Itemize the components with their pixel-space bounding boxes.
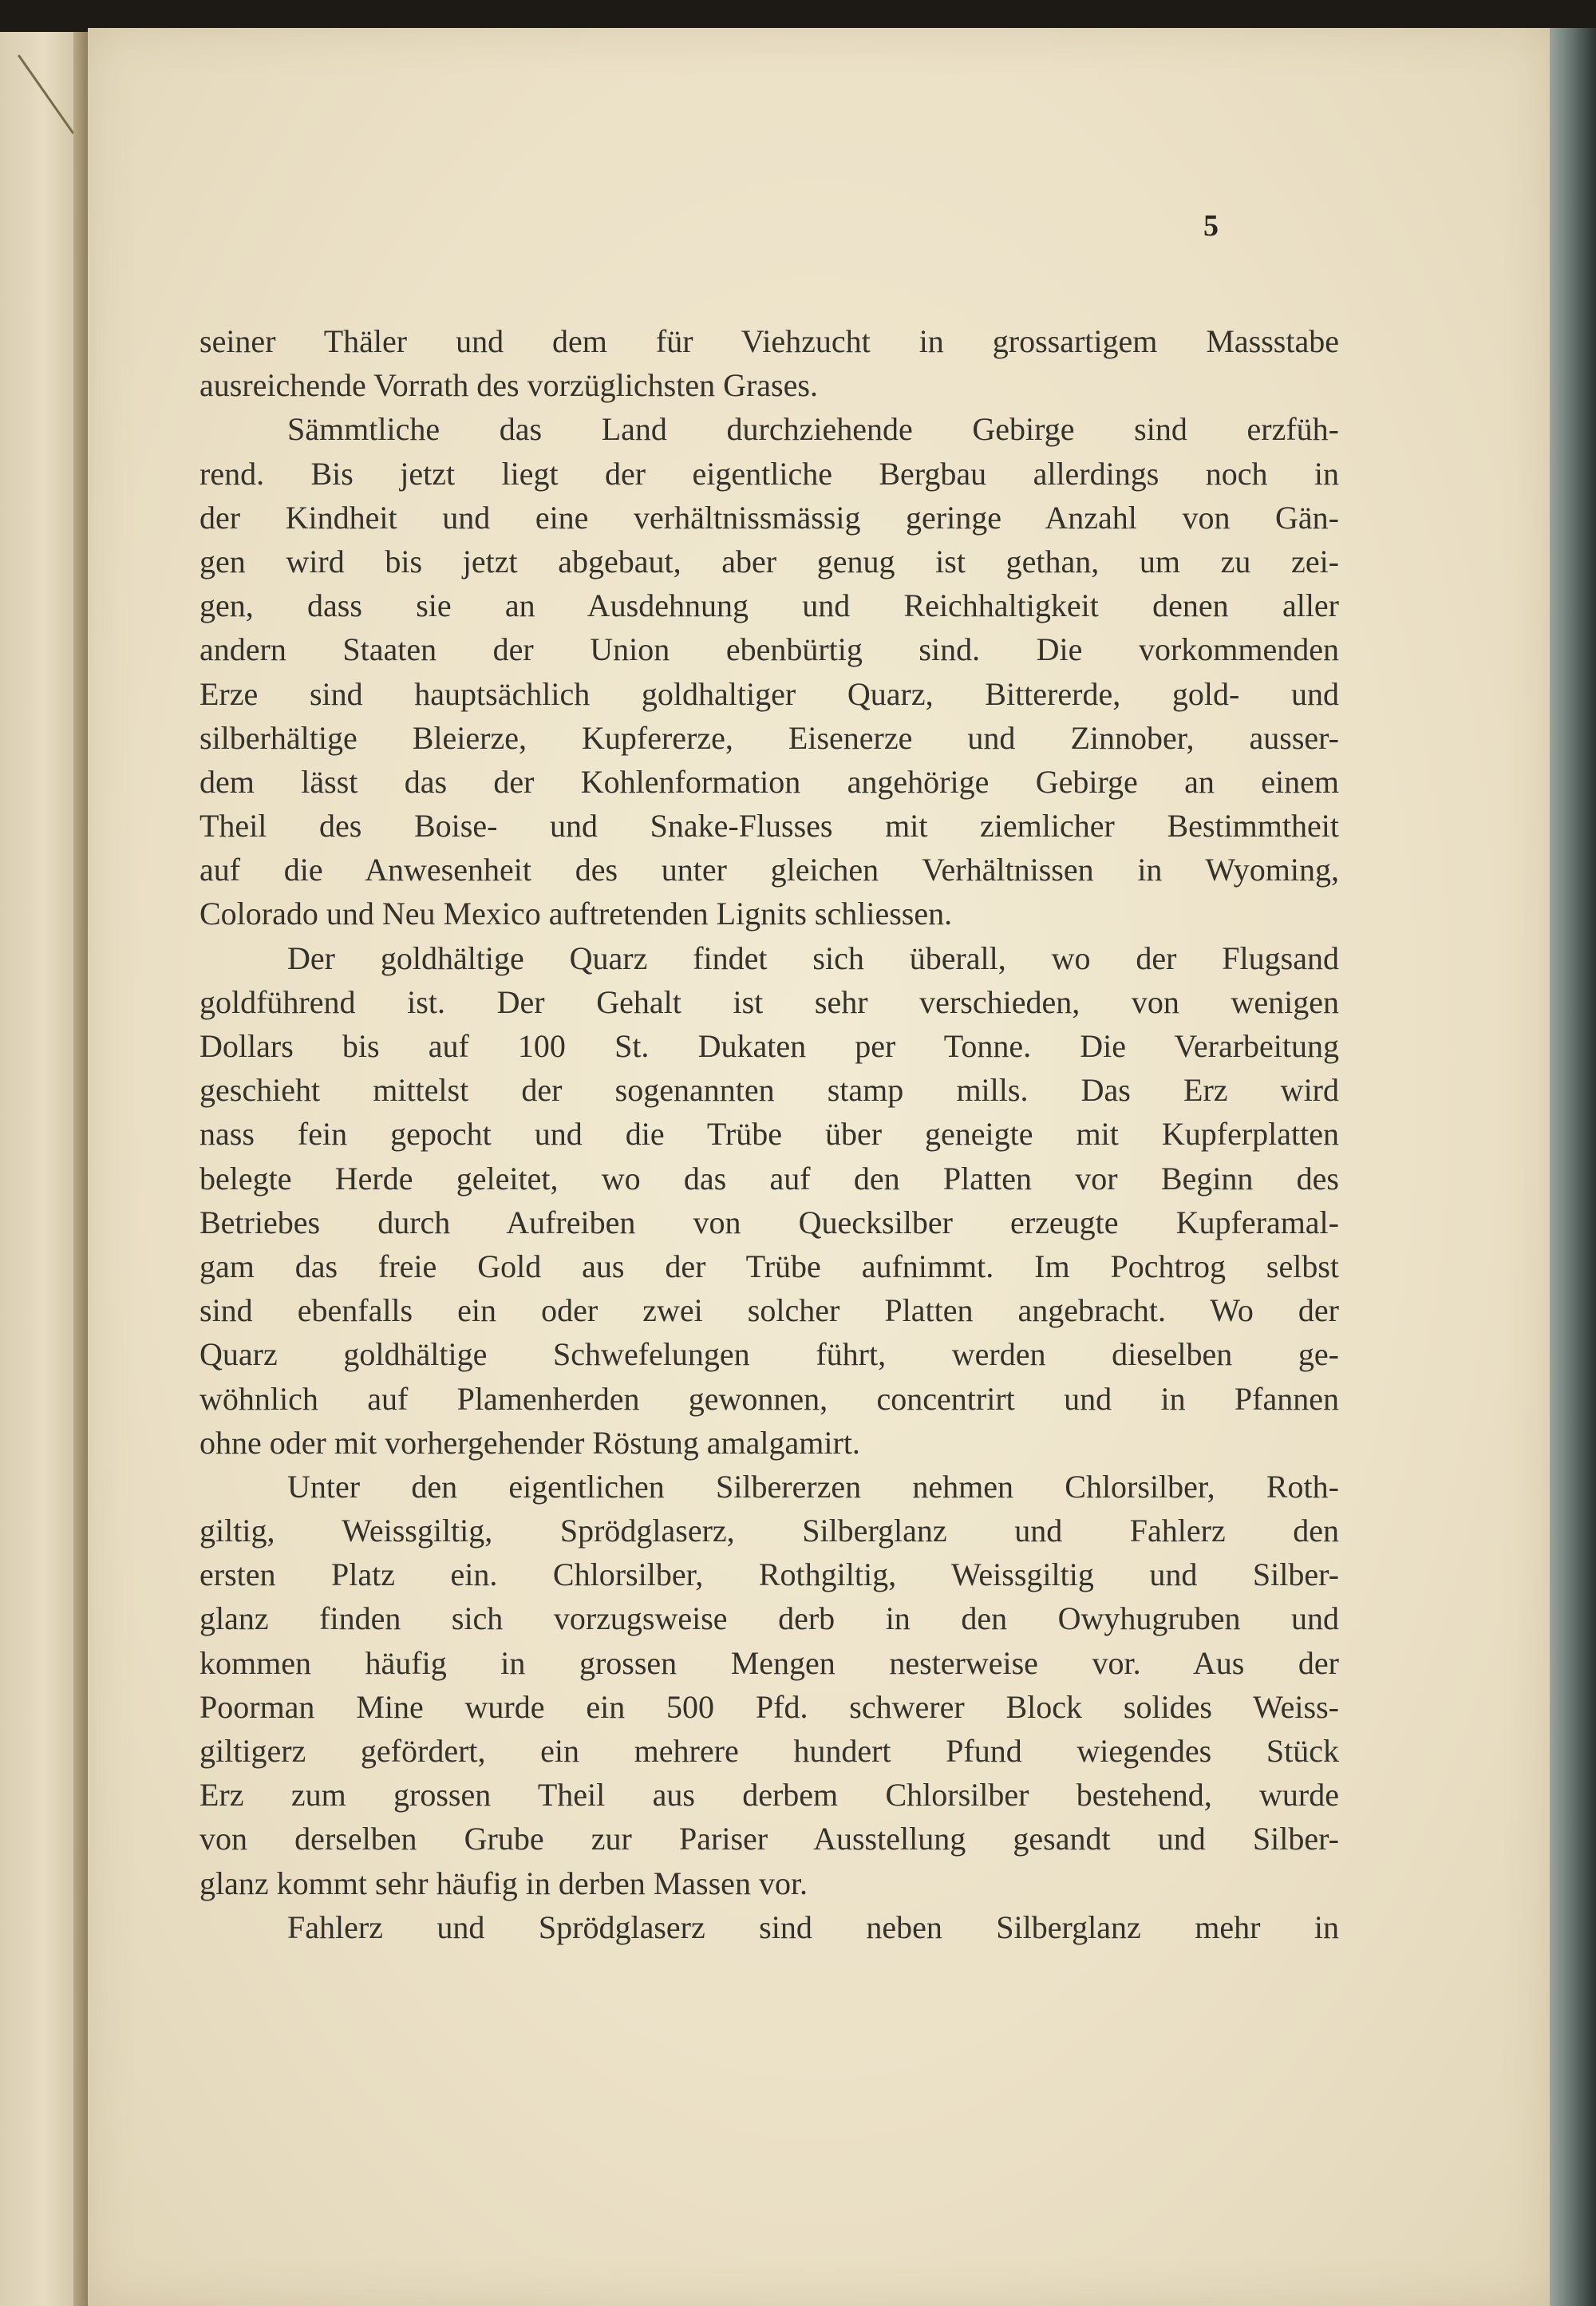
previous-page-edge — [0, 32, 88, 2306]
text-line: auf die Anwesenheit des unter gleichen Verhältnissen in Wyoming, — [200, 852, 1339, 888]
text-line: Poorman Mine wurde ein 500 Pfd. schwerer Block solides Weiss- — [200, 1688, 1339, 1725]
text-line: Sämmtliche das Land durchziehende Gebirge sind erzfüh- — [287, 411, 1339, 448]
text-line: silberhältige Bleierze, Kupfererze, Eisenerze und Zinnober, ausser- — [200, 719, 1339, 756]
text-line: belegte Herde geleitet, wo das auf den Platten vor Beginn des — [200, 1160, 1339, 1197]
body-text — [200, 319, 1339, 1949]
text-line: gen, dass sie an Ausdehnung und Reichhaltigkeit denen aller — [200, 587, 1339, 624]
text-line: ohne oder mit vorhergehender Röstung amalgamirt. — [200, 1424, 860, 1461]
text-line: seiner Thäler und dem für Viehzucht in grossartigem Massstabe — [200, 323, 1339, 359]
text-line: Quarz goldhältige Schwefelungen führt, werden dieselben ge- — [200, 1336, 1339, 1373]
text-line: geschieht mittelst der sogenannten stamp mills. Das Erz wird — [200, 1072, 1339, 1109]
text-line: dem lässt das der Kohlenformation angehörige Gebirge an einem — [200, 763, 1339, 800]
page-corner-mark — [18, 54, 74, 134]
text-line: der Kindheit und eine verhältnissmässig geringe Anzahl von Gän- — [200, 499, 1339, 536]
text-line: giltig, Weissgiltig, Sprödglaserz, Silberglanz und Fahlerz den — [200, 1513, 1339, 1549]
text-line: kommen häufig in grossen Mengen nesterweise vor. Aus der — [200, 1644, 1339, 1681]
text-line: Colorado und Neu Mexico auftretenden Lignits schliessen. — [200, 896, 953, 932]
text-line: von derselben Grube zur Pariser Ausstellung gesandt und Silber- — [200, 1821, 1339, 1857]
text-line: rend. Bis jetzt liegt der eigentliche Bergbau allerdings noch in — [200, 455, 1339, 492]
text-line: Betriebes durch Aufreiben von Quecksilber erzeugte Kupferamal- — [200, 1204, 1339, 1240]
text-line: Unter den eigentlichen Silbererzen nehmen Chlorsilber, Roth- — [287, 1468, 1339, 1505]
text-line: Erz zum grossen Theil aus derbem Chlorsilber bestehend, wurde — [200, 1777, 1339, 1814]
text-line: glanz finden sich vorzugsweise derb in den Owyhugruben und — [200, 1600, 1339, 1637]
text-line: ersten Platz ein. Chlorsilber, Rothgiltig, Weissgiltig und Silber- — [200, 1556, 1339, 1593]
text-line: sind ebenfalls ein oder zwei solcher Platten angebracht. Wo der — [200, 1292, 1339, 1329]
text-line: wöhnlich auf Plamenherden gewonnen, concentrirt und in Pfannen — [200, 1380, 1339, 1417]
text-line: Erze sind hauptsächlich goldhaltiger Quarz, Bittererde, gold- und — [200, 675, 1339, 712]
text-line: nass fein gepocht und die Trübe über geneigte mit Kupferplatten — [200, 1116, 1339, 1153]
text-line: andern Staaten der Union ebenbürtig sind. Die vorkommenden — [200, 631, 1339, 668]
text-line: goldführend ist. Der Gehalt ist sehr verschieden, von wenigen — [200, 983, 1339, 1020]
text-line: glanz kommt sehr häufig in derben Massen vor. — [200, 1865, 808, 1901]
text-line: Der goldhältige Quarz findet sich überall, wo der Flugsand — [287, 939, 1339, 976]
text-line: Theil des Boise- und Snake-Flusses mit ziemlicher Bestimmtheit — [200, 808, 1339, 844]
text-line: giltigerz gefördert, ein mehrere hundert Pfund wiegendes Stück — [200, 1733, 1339, 1769]
page-number: 5 — [1203, 209, 1219, 243]
text-line: Dollars bis auf 100 St. Dukaten per Tonne. Die Verarbeitung — [200, 1028, 1339, 1064]
text-line: gam das freie Gold aus der Trübe aufnimmt. Im Pochtrog selbst — [200, 1248, 1339, 1284]
cover-edge — [1550, 28, 1596, 2306]
text-line: ausreichende Vorrath des vorzüglichsten Grases. — [200, 367, 818, 404]
text-line: gen wird bis jetzt abgebaut, aber genug ist gethan, um zu zei- — [200, 543, 1339, 579]
book-gutter — [73, 32, 88, 2306]
text-line: Fahlerz und Sprödglaserz sind neben Silberglanz mehr in — [287, 1908, 1339, 1945]
